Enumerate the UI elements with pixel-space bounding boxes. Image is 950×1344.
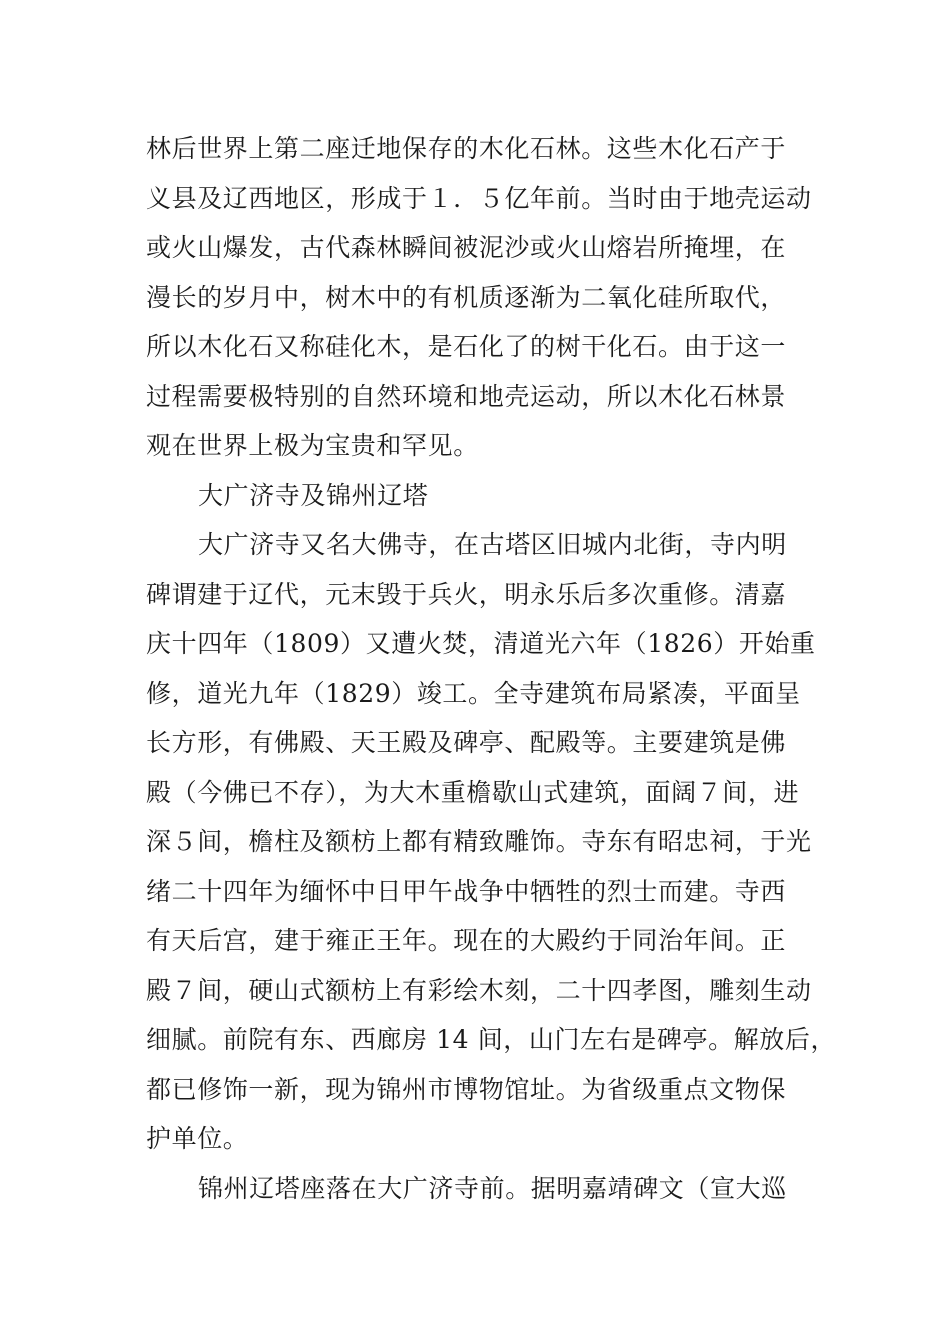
text-line: 大广济寺又名大佛寺，在古塔区旧城内北街，寺内明 (198, 530, 787, 559)
text-line: 碑谓建于辽代，元末毁于兵火，明永乐后多次重修。清嘉 (146, 579, 787, 609)
text-line: 深５间，檐柱及额枋上都有精致雕饰。寺东有昭忠祠，于光 (146, 827, 812, 856)
text-line: 殿（今佛已不存），为大木重檐歇山式建筑，面阔７间，进 (146, 777, 800, 807)
text-line: 有天后宫，建于雍正王年。现在的大殿约于同治年间。正 (146, 926, 787, 955)
text-line: 所以木化石又称硅化木，是石化了的树干化石。由于这一 (146, 332, 787, 361)
heading-line: 大广济寺及锦州辽塔 (198, 480, 429, 510)
text-line: 义县及辽西地区，形成于１．５亿年前。当时由于地壳运动 (146, 183, 812, 213)
text-line: 绪二十四年为缅怀中日甲午战争中牺牲的烈士而建。寺西 (146, 876, 787, 906)
text-line: 护单位。 (146, 1124, 249, 1153)
text-line: 长方形，有佛殿、天王殿及碑亭、配殿等。主要建筑是佛 (146, 728, 787, 757)
text-line: 细腻。前院有东、西廊房 14 间，山门左右是碑亭。解放后， (146, 1025, 837, 1054)
text-line: 观在世界上极为宝贵和罕见。 (146, 431, 479, 460)
text-line: 或火山爆发，古代森林瞬间被泥沙或火山熔岩所掩埋，在 (146, 233, 787, 262)
text-line: 锦州辽塔座落在大广济寺前。据明嘉靖碑文（宣大巡 (198, 1173, 787, 1203)
paragraph-liao-pagoda (146, 1164, 806, 1214)
section-heading (146, 471, 806, 521)
paragraph-petrified-forest (146, 124, 812, 471)
paragraph-guangji-temple (146, 520, 837, 1164)
text-line: 庆十四年（1809）又遭火焚，清道光六年（1826）开始重 (146, 629, 816, 658)
text-line: 林后世界上第二座迁地保存的木化石林。这些木化石产于 (146, 134, 787, 163)
text-line: 修，道光九年（1829）竣工。全寺建筑布局紧凑，平面呈 (146, 678, 801, 708)
text-line: 漫长的岁月中，树木中的有机质逐渐为二氧化硅所取代， (146, 282, 787, 312)
text-line: 都已修饰一新，现为锦州市博物馆址。为省级重点文物保 (146, 1074, 787, 1104)
document-body (146, 124, 837, 1213)
text-line: 殿７间，硬山式额枋上有彩绘木刻，二十四孝图，雕刻生动 (146, 975, 812, 1005)
text-line: 过程需要极特别的自然环境和地壳运动，所以木化石林景 (146, 381, 787, 411)
